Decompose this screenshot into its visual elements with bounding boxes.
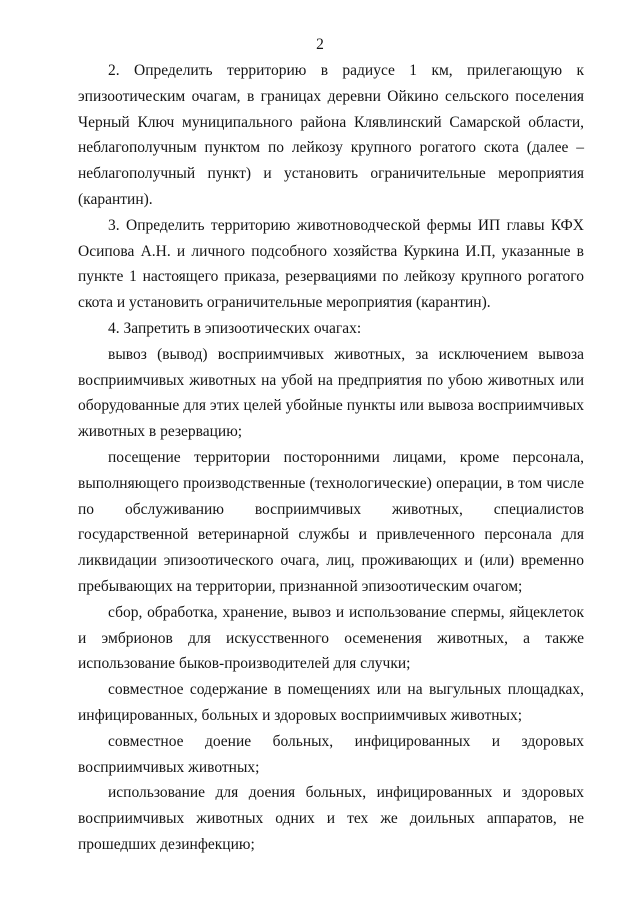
paragraph-4-equipment: использование для доения больных, инфицированных и здоровых восприимчивых животных одних и тех же доильных аппаратов, не прошедших дезинфекцию; bbox=[78, 784, 584, 853]
document-body bbox=[78, 58, 584, 858]
page-number: 2 bbox=[316, 36, 324, 53]
paragraph-2: 2. Определить территорию в радиусе 1 км, прилегающую к эпизоотическим очагам, в границах деревни Ойкино сельского поселения Черный Ключ муниципального района Клявлинский Самарской области, неблагополучным пунктом по лейкозу крупного рогатого скота (далее – неблагополучный пункт) и установить ограничительные мероприятия (карантин). bbox=[78, 62, 584, 208]
paragraph-4-milking: совместное доение больных, инфицированных и здоровых восприимчивых животных; bbox=[78, 732, 584, 776]
paragraph-4: 4. Запретить в эпизоотических очагах: bbox=[108, 319, 362, 337]
paragraph-4-housing: совместное содержание в помещениях или на выгульных площадках, инфицированных, больных и здоровых восприимчивых животных; bbox=[78, 681, 584, 724]
paragraph-3: 3. Определить территорию животноводческой фермы ИП главы КФХ Осипова А.Н. и личного подсобного хозяйства Куркина И.П, указанные в пункте 1 настоящего приказа, резервациями по лейкозу крупного рогатого скота и установить ограничительные мероприятия (карантин). bbox=[78, 216, 584, 312]
paragraph-4-visits: посещение территории посторонними лицами, кроме персонала, выполняющего производственные (технологические) операции, в том числе по обслуживанию восприимчивых животных, специалистов государственной ветеринарной службы и привлеченного персонала для ликвидации эпизоотического очага, лиц, проживающих и (или) временно пребывающих на территории, признанной эпизоотическим очагом; bbox=[78, 448, 584, 595]
paragraph-4-removal: вывоз (вывод) восприимчивых животных, за исключением вывоза восприимчивых животных на убой на предприятия по убою животных или оборудованные для этих целей убойные пункты или вывоза восприимчивых животных в резервацию; bbox=[78, 345, 584, 441]
paragraph-4-sperm: сбор, обработка, хранение, вывоз и использование спермы, яйцеклеток и эмбрионов для искусственного осеменения животных, а также использование быков-производителей для случки; bbox=[78, 603, 584, 673]
